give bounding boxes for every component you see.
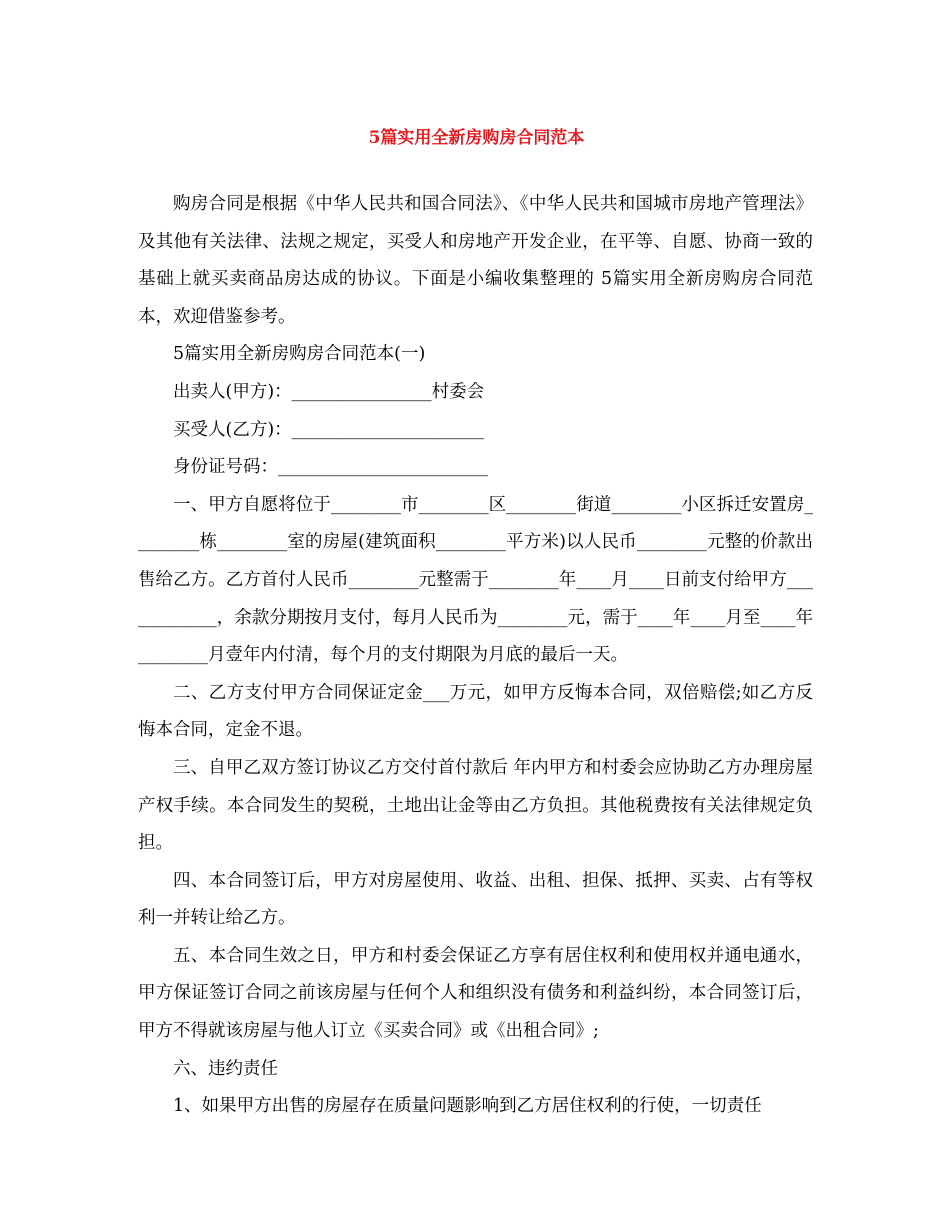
clause-4: 四、本合同签订后，甲方对房屋使用、收益、出租、担保、抵押、买卖、占有等权利一并转让给乙方。: [138, 870, 813, 929]
clause-6-heading: 六、违约责任: [173, 1058, 278, 1079]
clause-5: 五、本合同生效之日，甲方和村委会保证乙方享有居住权利和使用权并通电通水，甲方保证签订合同之前该房屋与任何个人和组织没有债务和利益纠纷，本合同签订后，甲方不得就该房屋与他人订立《买卖合同》或《出租合同》;: [138, 945, 813, 1042]
clause-1: 一、甲方自愿将位于________市________区________街道________小区拆迁安置房________栋________室的房屋(建筑面积________平方米)以人民币________元整的价款出售给乙方。乙方首付人民币________元整需于________年____月____日前支付给甲方____________，余款分期按月支付，每月人民币为________元，需于____年____月至____年________月壹年内付清，每个月的支付期限为月底的最后一天。: [138, 494, 813, 666]
clause-3: 三、自甲乙双方签订协议乙方交付首付款后 年内甲方和村委会应协助乙方办理房屋产权手续。本合同发生的契税，土地出让金等由乙方负担。其他税费按有关法律规定负担。: [138, 757, 813, 854]
seller-line: 出卖人(甲方)：________________村委会: [173, 381, 485, 402]
buyer-line: 买受人(乙方)：______________________: [173, 419, 485, 440]
contract-heading: 5篇实用全新房购房合同范本(一): [173, 344, 426, 365]
id-number-line: 身份证号码：________________________: [173, 457, 488, 478]
clause-2: 二、乙方支付甲方合同保证定金___万元，如甲方反悔本合同，双倍赔偿;如乙方反悔本合同，定金不退。: [138, 682, 813, 741]
intro-paragraph: 购房合同是根据《中华人民共和国合同法》、《中华人民共和国城市房地产管理法》及其他有关法律、法规之规定，买受人和房地产开发企业，在平等、自愿、协商一致的基础上就买卖商品房达成的协议。下面是小编收集整理的 5篇实用全新房购房合同范本，欢迎借鉴参考。: [138, 194, 813, 327]
clause-6-item-1: 1、如果甲方出售的房屋存在质量问题影响到乙方居住权利的行使，一切责任: [173, 1096, 762, 1117]
document-title: 5篇实用全新房购房合同范本: [368, 128, 585, 148]
document-body: [138, 186, 813, 1126]
